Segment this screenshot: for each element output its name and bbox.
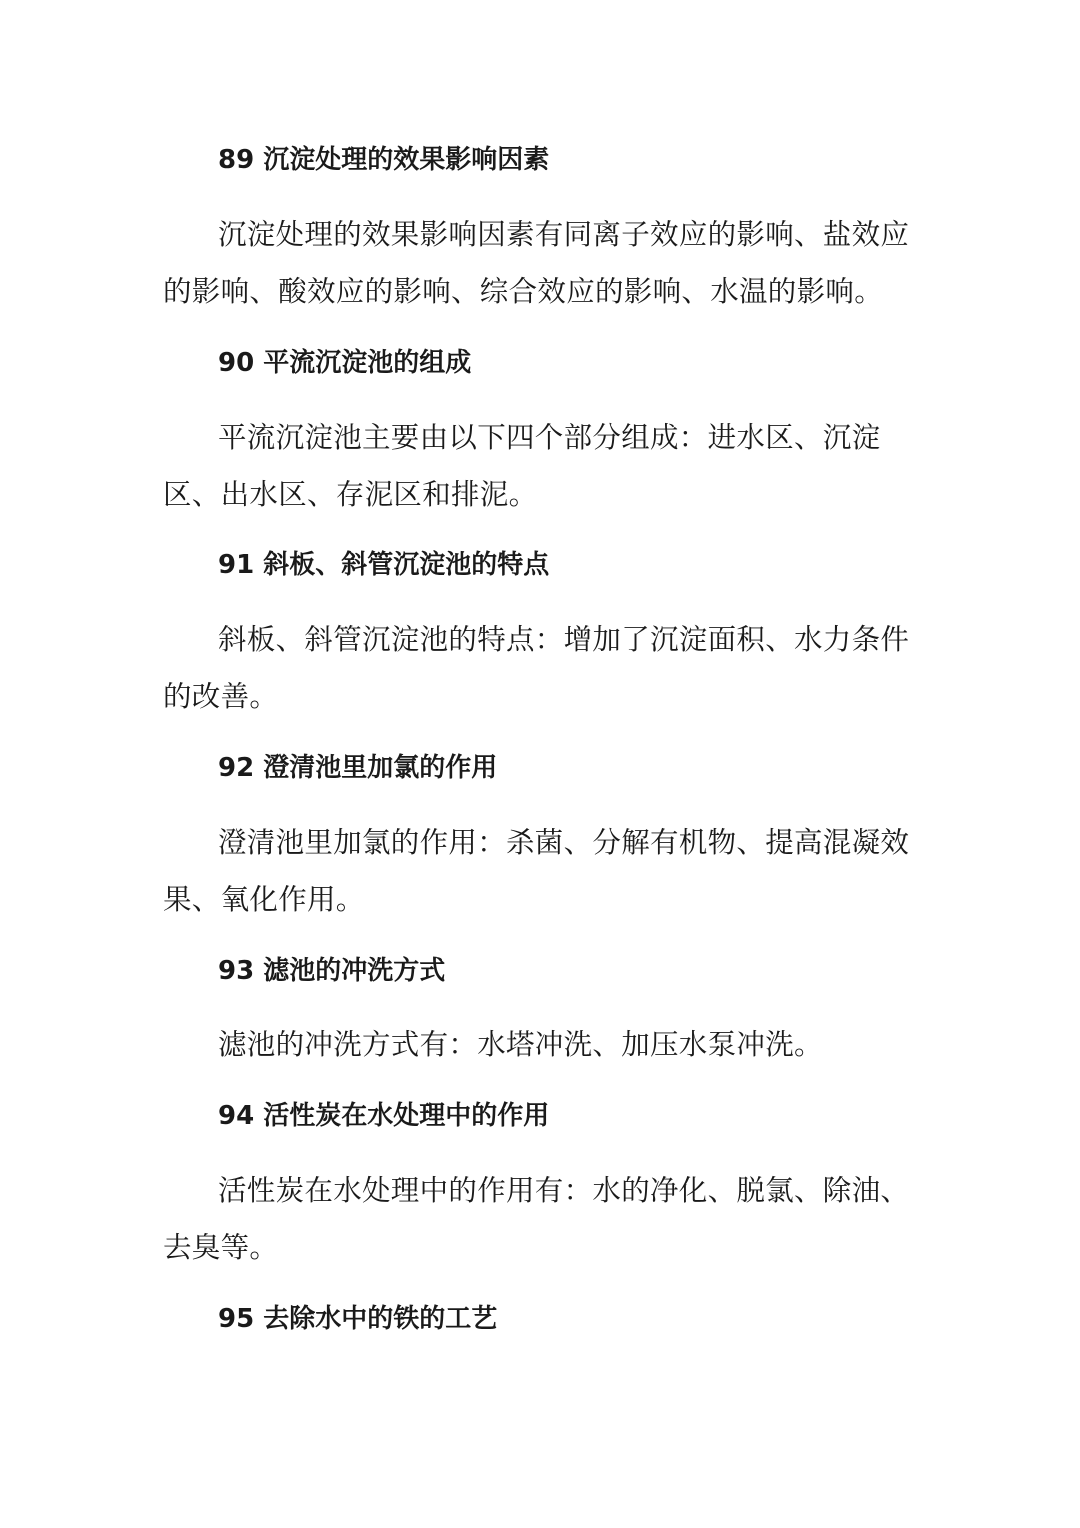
section-89-body: 沉淀处理的效果影响因素有同离子效应的影响、盐效应的影响、酸效应的影响、综合效应的影响、水温的影响。 [163, 218, 910, 308]
section-91-heading: 91 斜板、斜管沉淀池的特点 [218, 550, 550, 580]
section-91-body: 斜板、斜管沉淀池的特点：增加了沉淀面积、水力条件的改善。 [163, 623, 910, 713]
section-92-heading: 92 澄清池里加氯的作用 [218, 753, 498, 783]
section-95-heading: 95 去除水中的铁的工艺 [218, 1304, 498, 1334]
section-93-body: 滤池的冲洗方式有：水塔冲洗、加压水泵冲洗。 [218, 1028, 823, 1061]
section-90-heading: 90 平流沉淀池的组成 [218, 348, 472, 378]
section-93-heading: 93 滤池的冲洗方式 [218, 956, 446, 986]
section-90-body: 平流沉淀池主要由以下四个部分组成：进水区、沉淀区、出水区、存泥区和排泥。 [163, 421, 881, 511]
section-94-heading: 94 活性炭在水处理中的作用 [218, 1101, 550, 1131]
section-89-heading: 89 沉淀处理的效果影响因素 [218, 145, 550, 175]
section-94-body: 活性炭在水处理中的作用有：水的净化、脱氯、除油、去臭等。 [163, 1174, 910, 1264]
section-92-body: 澄清池里加氯的作用：杀菌、分解有机物、提高混凝效果、氧化作用。 [163, 826, 910, 916]
